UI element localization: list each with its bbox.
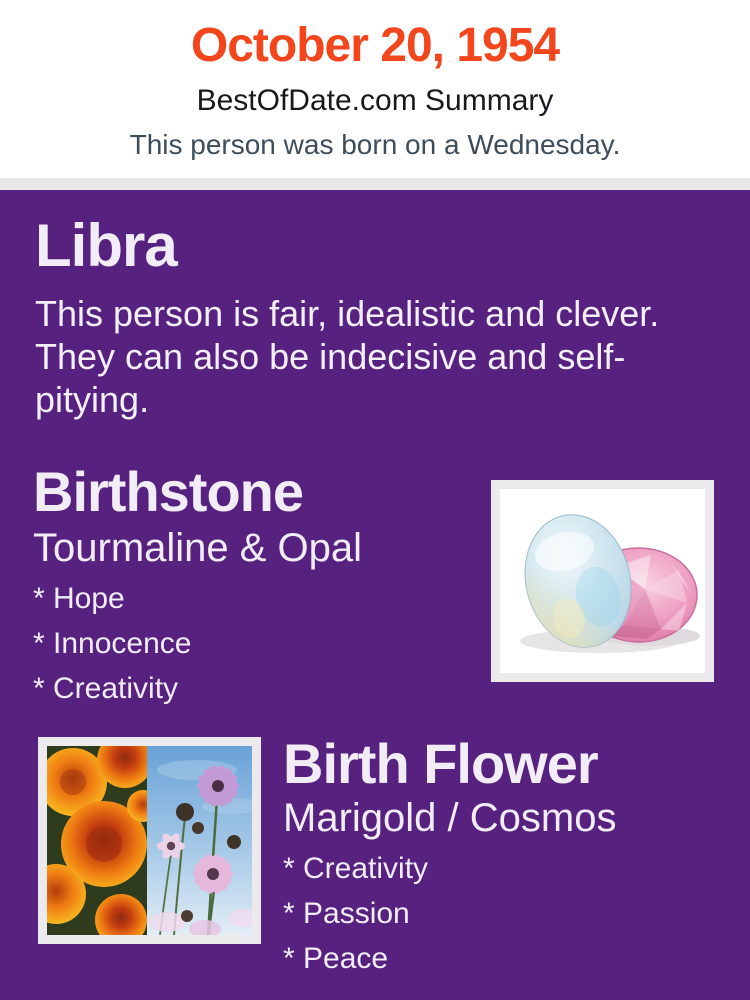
header bbox=[0, 0, 750, 178]
birth-flower-trait-list bbox=[283, 852, 428, 987]
birthstone-names: Tourmaline & Opal bbox=[33, 526, 363, 570]
birthstone-trait-list bbox=[33, 582, 191, 717]
page-title-date: October 20, 1954 bbox=[190, 19, 560, 72]
weekday-note: This person was born on a Wednesday. bbox=[129, 129, 621, 160]
birth-flower-heading: Birth Flower bbox=[283, 732, 598, 795]
birthstone-heading: Birthstone bbox=[33, 460, 303, 523]
zodiac-sign-heading: Libra bbox=[35, 212, 177, 279]
site-summary-subtitle: BestOfDate.com Summary bbox=[196, 84, 554, 117]
birth-flower-names: Marigold / Cosmos bbox=[283, 796, 617, 840]
summary-panel bbox=[0, 190, 750, 1000]
birth-flower-trait: * Peace bbox=[283, 942, 389, 975]
birth-flower-trait: * Passion bbox=[283, 897, 410, 930]
birthstone-trait: * Hope bbox=[33, 582, 125, 615]
zodiac-description: This person is fair, idealistic and clever. They can also be indecisive and self-pitying. bbox=[35, 293, 660, 420]
birthstone-trait: * Creativity bbox=[33, 672, 179, 705]
birthstone-photo bbox=[491, 480, 714, 682]
birth-flower-photo bbox=[38, 737, 261, 944]
tourmaline-opal-icon bbox=[500, 489, 705, 673]
birth-flower-trait: * Creativity bbox=[283, 852, 429, 885]
birthstone-trait: * Innocence bbox=[33, 627, 192, 660]
header-divider bbox=[0, 178, 750, 190]
marigold-cosmos-icon bbox=[47, 746, 252, 935]
